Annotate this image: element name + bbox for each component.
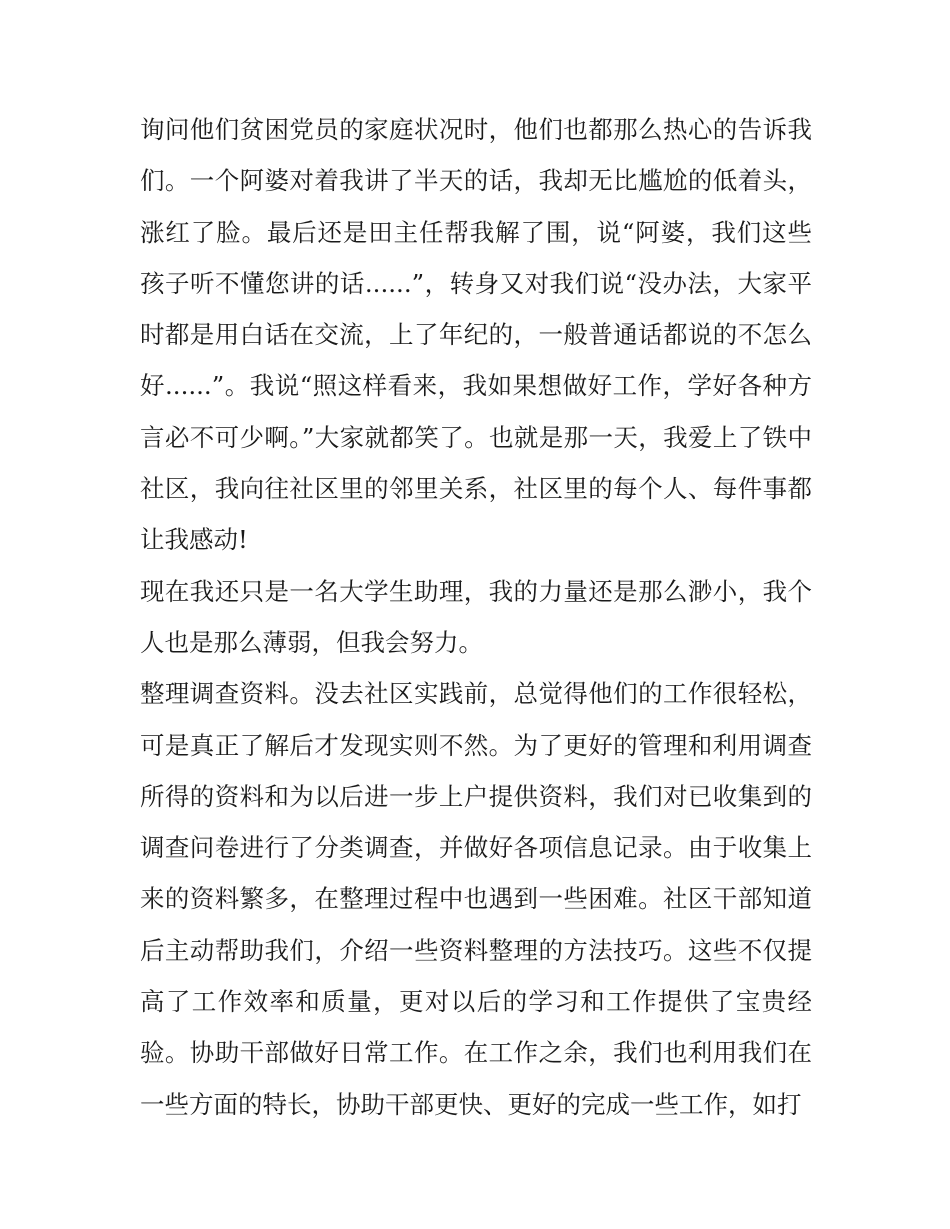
paragraph-3: 整理调查资料。没去社区实践前，总觉得他们的工作很轻松，可是真正了解后才发现实则不然。为了更好的管理和利用调查所得的资料和为以后进一步上户提供资料，我们对已收集到的调查问卷进行了分类调查，并做好各项信息记录。由于收集上来的资料繁多，在整理过程中也遇到一些困难。社区干部知道后主动帮助我们，介绍一些资料整理的方法技巧。这些不仅提高了工作效率和质量，更对以后的学习和工作提供了宝贵经验。协助干部做好日常工作。在工作之余，我们也利用我们在一些方面的特长，协助干部更快、更好的完成一些工作，如打 — [140, 679, 812, 1119]
document-body — [140, 104, 812, 1130]
paragraph-2: 现在我还只是一名大学生助理，我的力量还是那么渺小，我个人也是那么薄弱，但我会努力。 — [140, 576, 812, 657]
paragraph-1: 询问他们贫困党员的家庭状况时，他们也都那么热心的告诉我们。一个阿婆对着我讲了半天的话，我却无比尴尬的低着头，涨红了脸。最后还是田主任帮我解了围，说“阿婆，我们这些孩子听不懂您讲的话......”，转身又对我们说“没办法，大家平时都是用白话在交流，上了年纪的，一般普通话都说的不怎么好......”。我说“照这样看来，我如果想做好工作，学好各种方言必不可少啊。”大家就都笑了。也就是那一天，我爱上了铁中社区，我向往社区里的邻里关系，社区里的每个人、每件事都让我感动! — [140, 115, 812, 555]
